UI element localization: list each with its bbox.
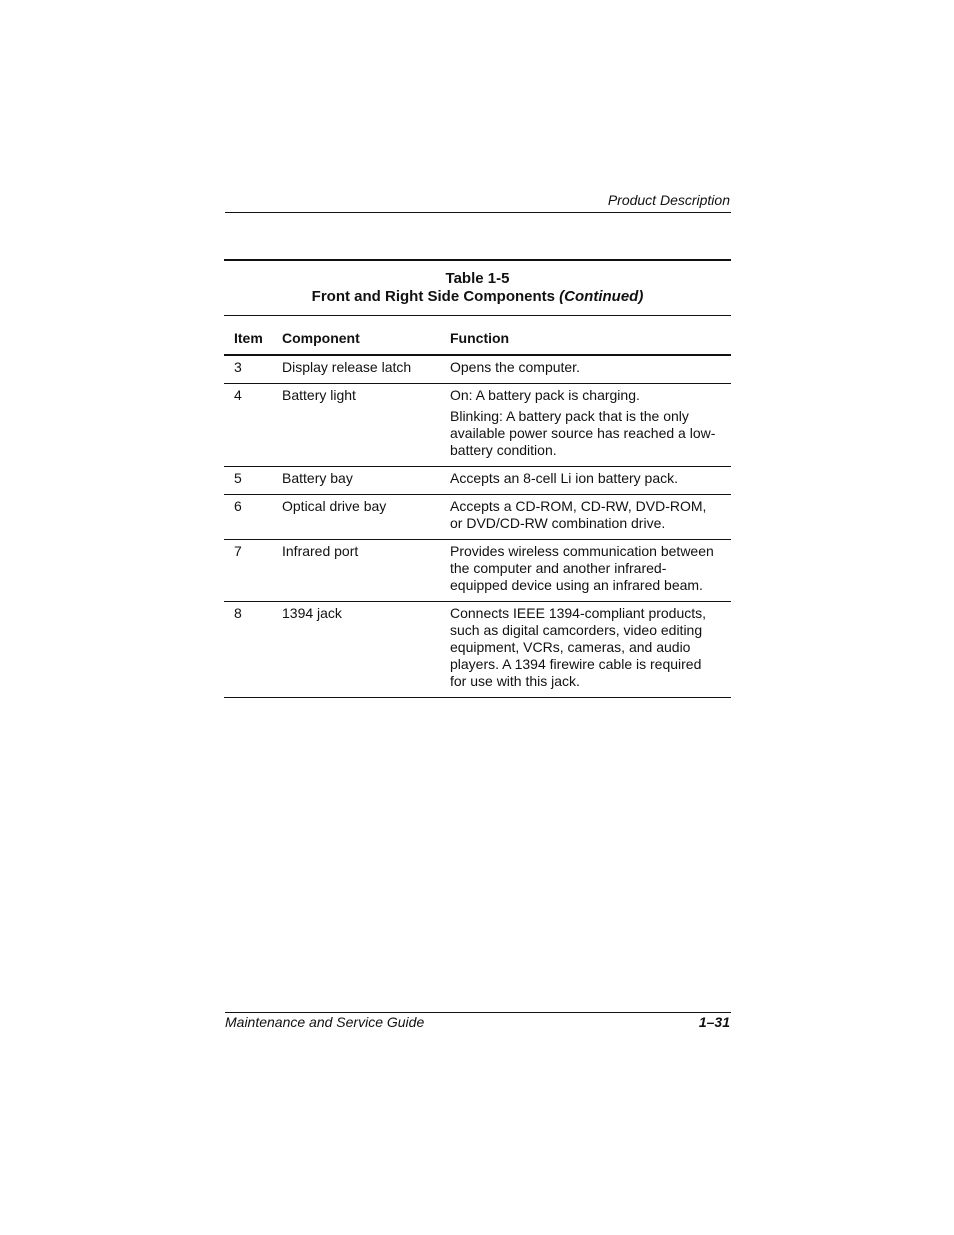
cell-component: Optical drive bay xyxy=(282,495,450,540)
header-divider xyxy=(225,212,731,213)
cell-component: Display release latch xyxy=(282,355,450,384)
cell-component: Battery light xyxy=(282,384,450,467)
table-caption xyxy=(224,259,731,316)
table-title-continued: (Continued) xyxy=(559,288,644,305)
table-row xyxy=(224,467,731,495)
table-row xyxy=(224,540,731,602)
column-header-component: Component xyxy=(282,316,450,355)
cell-function xyxy=(450,602,731,698)
table-row xyxy=(224,384,731,467)
table-row xyxy=(224,355,731,384)
cell-component: 1394 jack xyxy=(282,602,450,698)
cell-item: 5 xyxy=(224,467,282,495)
cell-function xyxy=(450,495,731,540)
components-table xyxy=(224,316,731,698)
table-title xyxy=(224,288,731,306)
table-header-row xyxy=(224,316,731,355)
running-header: Product Description xyxy=(607,192,730,208)
cell-function xyxy=(450,467,731,495)
table-number: Table 1-5 xyxy=(445,270,510,287)
function-paragraph: Blinking: A battery pack that is the only available power source has reached a low-battery condition. xyxy=(450,408,716,458)
column-header-function: Function xyxy=(450,316,731,355)
cell-item: 3 xyxy=(224,355,282,384)
cell-item: 6 xyxy=(224,495,282,540)
function-paragraph: Accepts an 8-cell Li ion battery pack. xyxy=(450,470,679,486)
cell-component: Battery bay xyxy=(282,467,450,495)
table-body xyxy=(224,355,731,698)
function-paragraph: Accepts a CD-ROM, CD-RW, DVD-ROM, or DVD/CD-RW combination drive. xyxy=(450,498,707,531)
table-row xyxy=(224,495,731,540)
cell-component: Infrared port xyxy=(282,540,450,602)
function-paragraph: Provides wireless communication between the computer and another infrared-equipped device using an infrared beam. xyxy=(450,543,714,593)
footer-page-number: 1–31 xyxy=(698,1014,730,1030)
cell-item: 7 xyxy=(224,540,282,602)
column-header-item: Item xyxy=(224,316,282,355)
cell-function xyxy=(450,384,731,467)
function-paragraph: On: A battery pack is charging. xyxy=(450,387,640,403)
cell-item: 8 xyxy=(224,602,282,698)
footer-guide-title: Maintenance and Service Guide xyxy=(225,1014,425,1030)
cell-function xyxy=(450,355,731,384)
table-title-main: Front and Right Side Components xyxy=(311,288,555,305)
footer-divider xyxy=(225,1012,731,1013)
cell-function xyxy=(450,540,731,602)
function-paragraph: Connects IEEE 1394-compliant products, such as digital camcorders, video editing equipment, VCRs, cameras, and audio players. A 1394 firewire cable is required for use with this jack. xyxy=(450,605,707,689)
cell-item: 4 xyxy=(224,384,282,467)
function-paragraph: Opens the computer. xyxy=(450,359,580,375)
components-table-block xyxy=(224,259,731,698)
table-row xyxy=(224,602,731,698)
